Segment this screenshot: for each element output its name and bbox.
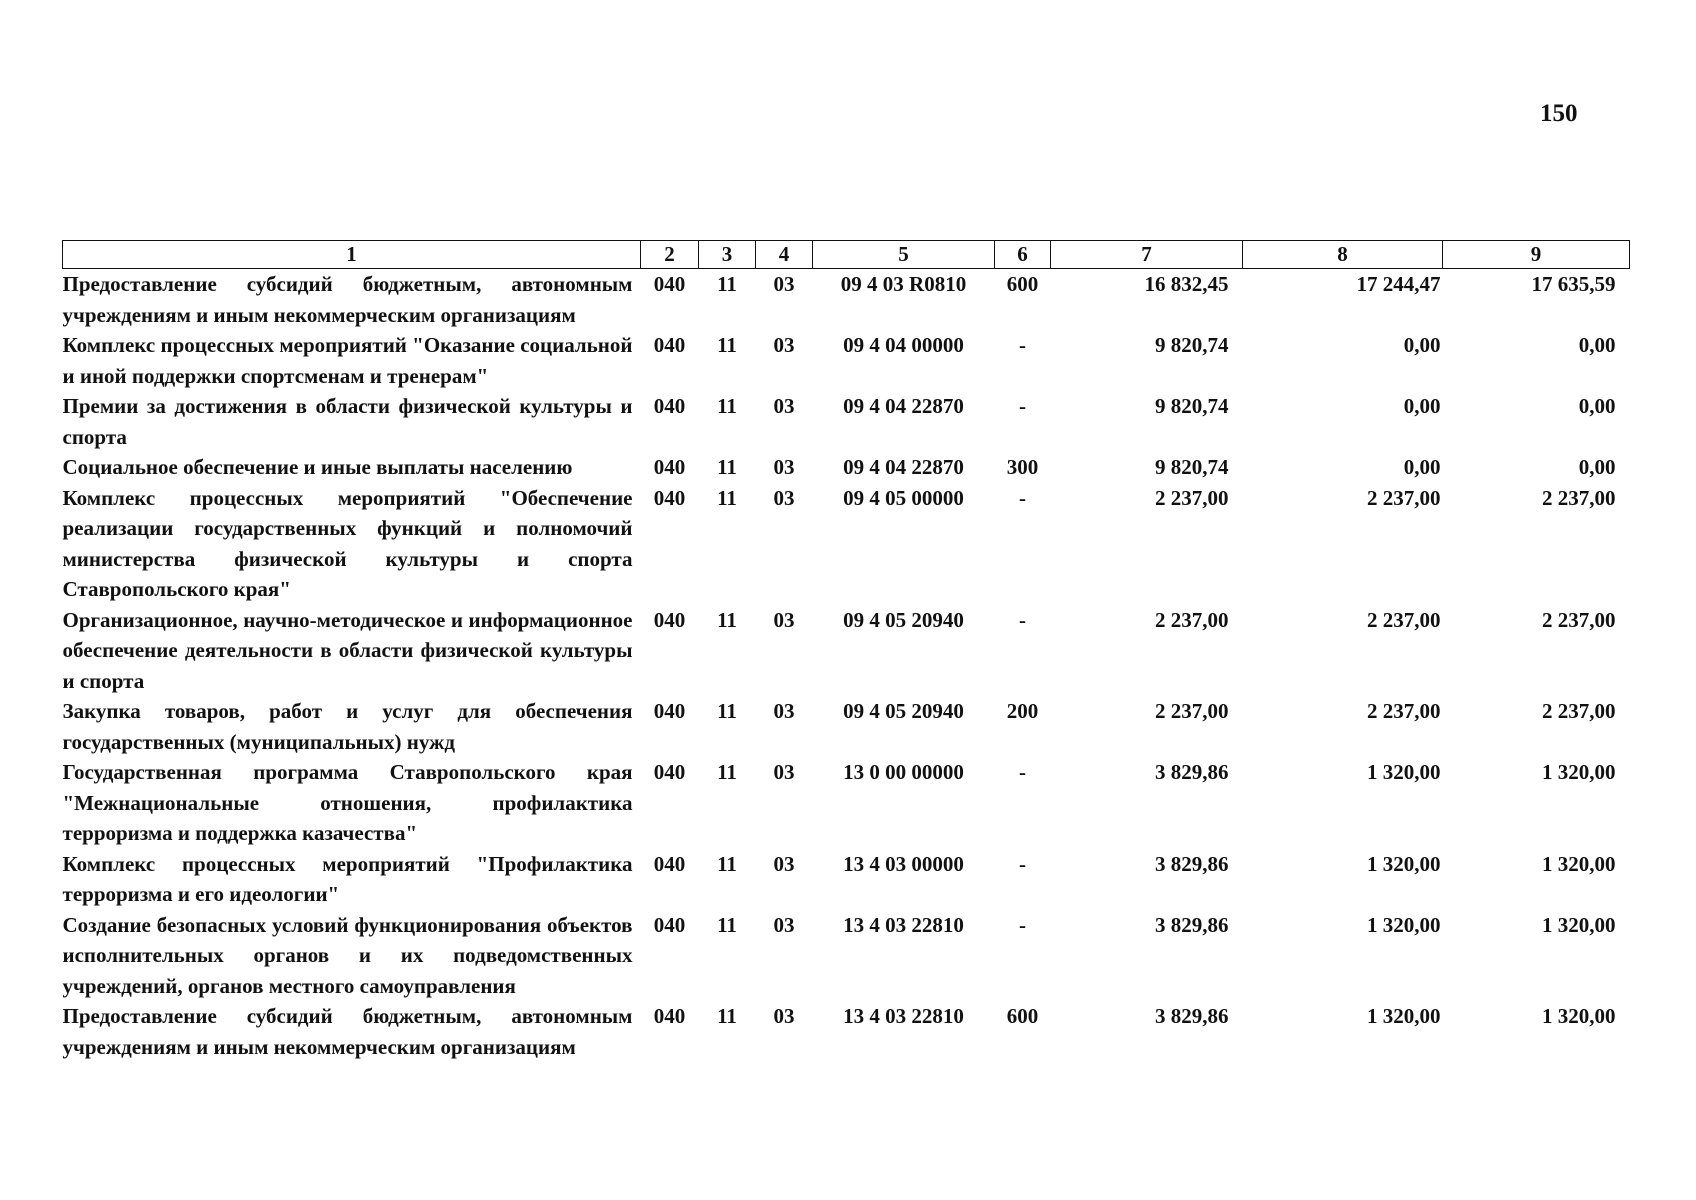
row-amount-col9: 1 320,00 (1542, 912, 1616, 937)
row-amount-col7: 3 829,86 (1155, 912, 1229, 937)
row-name: Премии за достижения в области физической культуры и спорта (62, 394, 633, 449)
row-admin-code: 040 (653, 912, 686, 937)
row-target-article: 09 4 05 20940 (843, 607, 964, 632)
row-subsection-code: 03 (773, 851, 795, 876)
row-section-code: 11 (717, 699, 737, 723)
row-admin-code: 040 (653, 394, 686, 418)
row-amount-col8: 17 244,47 (1356, 272, 1441, 296)
table-row (63, 1001, 1630, 1062)
row-amount-col8: 2 237,00 (1367, 485, 1441, 510)
row-amount-col9: 2 237,00 (1542, 699, 1616, 723)
table-row (63, 696, 1630, 757)
row-amount-col9: 1 320,00 (1542, 760, 1616, 784)
row-amount-col7: 3 829,86 (1155, 760, 1229, 784)
table-row (63, 910, 1630, 1002)
row-subsection-code: 03 (773, 272, 795, 296)
row-amount-col8: 1 320,00 (1367, 912, 1441, 937)
column-header-6: 6 (995, 241, 1051, 269)
row-name: Комплекс процессных мероприятий "Профилактика терроризма и его идеологии" (62, 851, 633, 906)
row-target-article: 09 4 03 R0810 (840, 272, 967, 296)
row-amount-col9: 1 320,00 (1542, 1004, 1616, 1028)
row-expense-type: 300 (1006, 455, 1039, 479)
row-amount-col9: 1 320,00 (1542, 851, 1616, 876)
row-amount-col9: 0,00 (1578, 333, 1616, 357)
row-expense-type: - (1019, 607, 1026, 632)
row-admin-code: 040 (653, 607, 686, 632)
row-amount-col9: 2 237,00 (1542, 485, 1616, 510)
row-target-article: 09 4 04 00000 (843, 333, 964, 357)
row-expense-type: 600 (1006, 1004, 1039, 1028)
row-amount-col8: 1 320,00 (1367, 851, 1441, 876)
row-subsection-code: 03 (773, 607, 795, 632)
row-subsection-code: 03 (773, 394, 795, 418)
row-name: Социальное обеспечение и иные выплаты населению (62, 455, 573, 479)
table-row (63, 757, 1630, 849)
row-name: Комплекс процессных мероприятий "Оказание социальной и иной поддержки спортсменам и тренерам" (62, 333, 633, 388)
row-expense-type: 200 (1006, 699, 1039, 723)
row-amount-col7: 2 237,00 (1155, 607, 1229, 632)
row-expense-type: - (1019, 851, 1026, 876)
row-name: Организационное, научно-методическое и информационное обеспечение деятельности в области физической культуры и спорта (62, 607, 633, 693)
column-header-4: 4 (756, 241, 813, 269)
column-header-8: 8 (1243, 241, 1443, 269)
row-section-code: 11 (717, 455, 737, 479)
row-subsection-code: 03 (773, 1004, 795, 1028)
row-subsection-code: 03 (773, 699, 795, 723)
row-amount-col7: 2 237,00 (1155, 485, 1229, 510)
row-section-code: 11 (717, 607, 737, 632)
row-target-article: 13 4 03 22810 (843, 912, 964, 937)
table-body (63, 269, 1630, 1063)
column-header-3: 3 (699, 241, 756, 269)
row-subsection-code: 03 (773, 912, 795, 937)
row-amount-col7: 3 829,86 (1155, 1004, 1229, 1028)
row-expense-type: - (1019, 485, 1026, 510)
column-header-7: 7 (1051, 241, 1243, 269)
row-section-code: 11 (717, 1004, 737, 1028)
row-admin-code: 040 (653, 760, 686, 784)
row-admin-code: 040 (653, 699, 686, 723)
row-expense-type: - (1019, 760, 1026, 784)
row-amount-col9: 2 237,00 (1542, 607, 1616, 632)
row-target-article: 13 4 03 22810 (843, 1004, 964, 1028)
row-amount-col7: 3 829,86 (1155, 851, 1229, 876)
row-amount-col7: 16 832,45 (1144, 272, 1229, 296)
table-row (63, 330, 1630, 391)
row-subsection-code: 03 (773, 485, 795, 510)
row-expense-type: - (1019, 394, 1026, 418)
row-admin-code: 040 (653, 851, 686, 876)
row-section-code: 11 (717, 272, 737, 296)
row-section-code: 11 (717, 912, 737, 937)
table-row (63, 452, 1630, 483)
row-admin-code: 040 (653, 333, 686, 357)
row-subsection-code: 03 (773, 760, 795, 784)
row-amount-col8: 2 237,00 (1367, 607, 1441, 632)
row-subsection-code: 03 (773, 455, 795, 479)
row-section-code: 11 (717, 851, 737, 876)
column-header-2: 2 (641, 241, 699, 269)
row-amount-col9: 0,00 (1578, 455, 1616, 479)
row-target-article: 09 4 04 22870 (843, 394, 964, 418)
row-section-code: 11 (717, 333, 737, 357)
table-header-row (63, 241, 1630, 269)
table-row (63, 391, 1630, 452)
row-amount-col8: 1 320,00 (1367, 760, 1441, 784)
row-amount-col8: 0,00 (1403, 394, 1441, 418)
row-admin-code: 040 (653, 1004, 686, 1028)
row-expense-type: - (1019, 333, 1026, 357)
row-amount-col7: 9 820,74 (1155, 455, 1229, 479)
row-section-code: 11 (717, 760, 737, 784)
table-row (63, 269, 1630, 331)
row-name: Создание безопасных условий функционирования объектов исполнительных органов и их подведомственных учреждений, органов местного самоуправления (62, 912, 633, 998)
table-row (63, 483, 1630, 605)
row-amount-col7: 9 820,74 (1155, 394, 1229, 418)
row-expense-type: 600 (1006, 272, 1039, 296)
row-target-article: 09 4 05 20940 (843, 699, 964, 723)
row-amount-col7: 9 820,74 (1155, 333, 1229, 357)
column-header-1: 1 (63, 241, 641, 269)
row-section-code: 11 (717, 394, 737, 418)
row-admin-code: 040 (653, 485, 686, 510)
row-name: Предоставление субсидий бюджетным, автономным учреждениям и иным некоммерческим организациям (62, 1004, 633, 1059)
table-row (63, 605, 1630, 697)
row-target-article: 13 0 00 00000 (843, 760, 964, 784)
row-expense-type: - (1019, 912, 1026, 937)
row-amount-col8: 1 320,00 (1367, 1004, 1441, 1028)
row-target-article: 13 4 03 00000 (843, 851, 964, 876)
row-amount-col8: 2 237,00 (1367, 699, 1441, 723)
column-header-5: 5 (813, 241, 995, 269)
row-section-code: 11 (717, 485, 737, 510)
row-amount-col8: 0,00 (1403, 333, 1441, 357)
column-header-9: 9 (1443, 241, 1630, 269)
row-admin-code: 040 (653, 272, 686, 296)
row-amount-col9: 17 635,59 (1531, 272, 1616, 296)
row-subsection-code: 03 (773, 333, 795, 357)
row-name: Государственная программа Ставропольского края "Межнациональные отношения, профилактика терроризма и поддержка казачества" (62, 760, 633, 845)
row-amount-col8: 0,00 (1403, 455, 1441, 479)
row-name: Предоставление субсидий бюджетным, автономным учреждениям и иным некоммерческим организациям (62, 272, 633, 327)
row-amount-col9: 0,00 (1578, 394, 1616, 418)
row-target-article: 09 4 05 00000 (843, 485, 964, 510)
budget-table (62, 240, 1630, 1062)
row-name: Закупка товаров, работ и услуг для обеспечения государственных (муниципальных) нужд (62, 699, 633, 754)
row-name: Комплекс процессных мероприятий "Обеспечение реализации государственных функций и полномочий министерства физической культуры и спорта Ставропольского края" (62, 485, 633, 601)
row-admin-code: 040 (653, 455, 686, 479)
page-number: 150 (1540, 100, 1578, 127)
row-amount-col7: 2 237,00 (1155, 699, 1229, 723)
row-target-article: 09 4 04 22870 (843, 455, 964, 479)
table-row (63, 849, 1630, 910)
